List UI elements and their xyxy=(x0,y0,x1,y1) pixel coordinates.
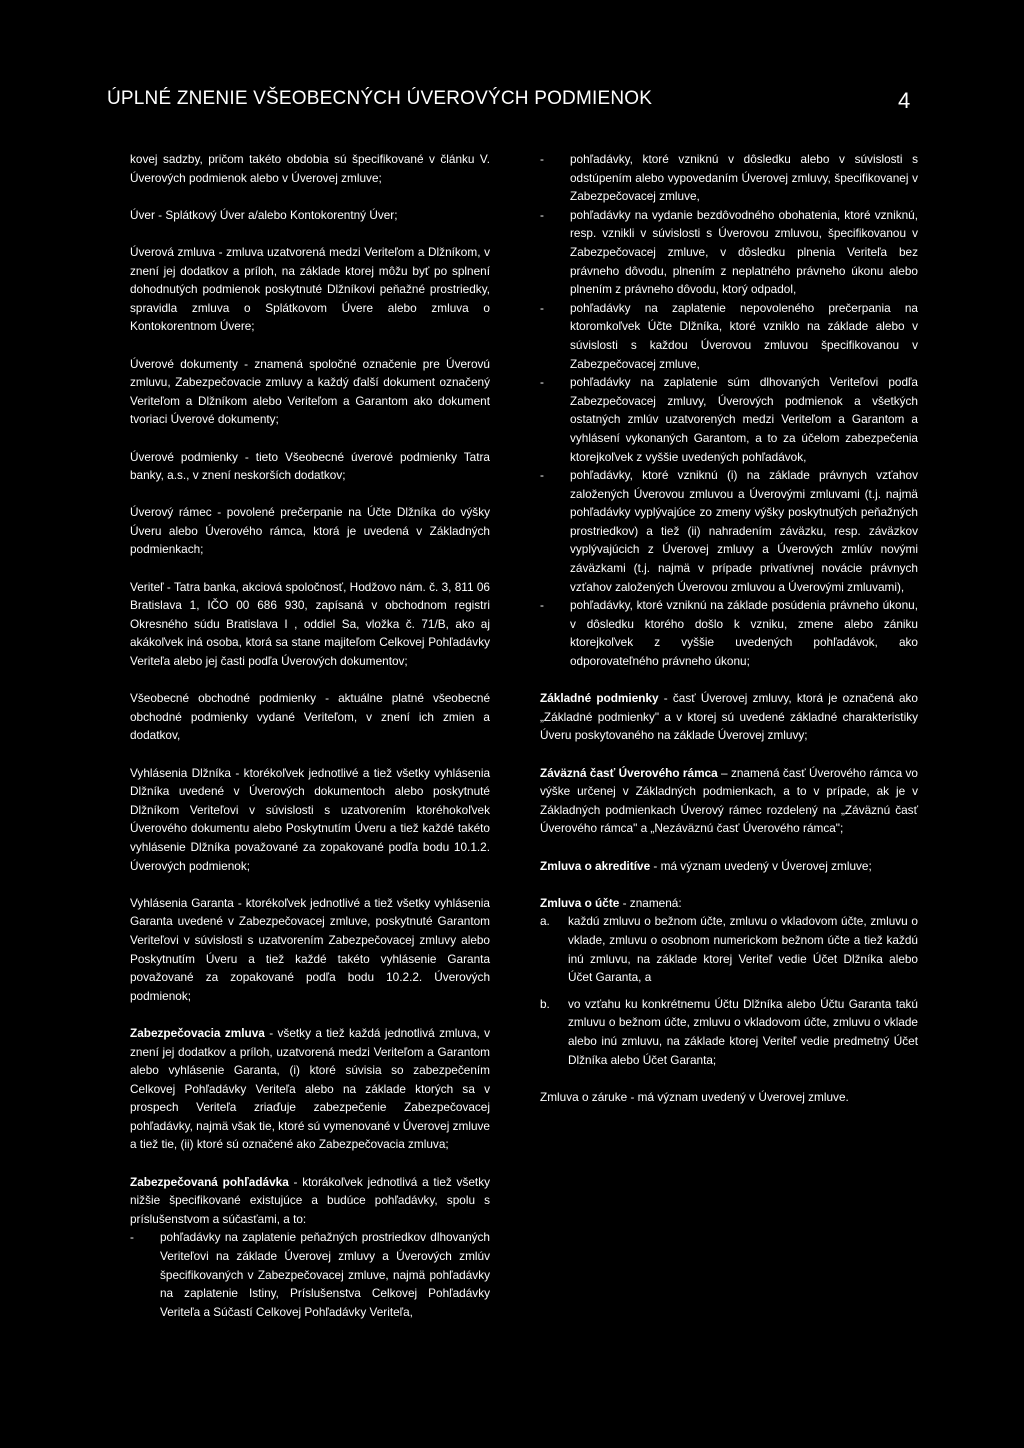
definition xyxy=(130,503,490,559)
definition-text: – znamená časť Úverového rámca vo výške určenej v Základných podmienkach, a to v prípade, ak je v Základných podmienkach Úverový rámec rozdelený na „Záväznú časť Úverového rámca" a „Nezáväznú časť Úverového rámca"; xyxy=(540,765,918,836)
definition-term: Veriteľ xyxy=(130,579,164,594)
list-item-text: pohľadávky na zaplatenie súm dlhovaných Veriteľovi podľa Zabezpečovacej zmluvy, Úverových podmienok a všetkých ostatných zmlúv uzatvorených medzi Veriteľom a Garantom a vyhlásení vykonaných Garantom, a to za účelom zabezpečenia ktorejkoľvek z vyššie uvedených pohľadávok, xyxy=(570,375,918,464)
list-item-text: pohľadávky na zaplatenie peňažných prostriedkov dlhovaných Veriteľovi na základe Úverovej zmluvy a Úverových zmlúv špecifikovaných v Zabezpečovacej zmluve, najmä pohľadávky na zaplatenie Istiny, Príslušenstva Celkovej Pohľadávky Veriteľa a Súčastí Celkovej Pohľadávky Veriteľa, xyxy=(160,1230,490,1319)
definition-term: Úverový rámec xyxy=(130,505,212,520)
document-title: ÚPLNÉ ZNENIE VŠEOBECNÝCH ÚVEROVÝCH PODMIENOK xyxy=(107,88,653,109)
dash-list xyxy=(540,150,918,671)
list-item: - pohľadávky na zaplatenie nepovoleného prečerpania na ktoromkoľvek Účte Dlžníka, ktoré vzniklo na základe alebo v súvislosti s každou Úverovou zmluvou špecifikovanou v Zabezpečovacej zmluve, xyxy=(540,300,918,371)
list-item-text: vo vzťahu ku konkrétnemu Účtu Dlžníka alebo Účtu Garanta takú zmluvu o bežnom účte, zmluvu o vkladovom účte, zmluvu o vklade alebo inú zmluvu, na základe ktorej Veriteľ vedie predmetný Účet Dlžníka alebo Účet Garanta; xyxy=(568,996,918,1067)
definition-text: - časť Úverovej zmluvy, ktorá je označená ako „Základné podmienky" a v ktorej sú uvedené základné charakteristiky Úveru poskytovaného na základe Úverovej zmluvy; xyxy=(540,691,918,743)
list-item: - pohľadávky na vydanie bezdôvodného obohatenia, ktoré vzniknú, resp. vznikli v súvislosti s Úverovou zmluvou, špecifikovanou v Zabezpečovacej zmluve, v dôsledku plnenia Veriteľa bez právneho dôvodu, plnením z neplatného právneho úkonu alebo plnením z právneho dôvodu, ktorý odpadol, xyxy=(540,207,918,297)
list-item: - pohľadávky, ktoré vzniknú (i) na základe právnych vzťahov založených Úverovou zmluvou a Úverovými zmluvami (t.j. najmä pohľadávky vyplývajúce zo zmeny výšky poskytnutých peňažných prostriedkov) a tiež (ii) nahradením záväzku, resp. záväzkov vyplývajúcich z Úverovej zmluvy a Úverových zmlúv novými záväzkami (t.j. najmä v prípade privatívnej novácie právnych vzťahov založených Úverovou zmluvou a Úverovými zmluvami), xyxy=(540,468,918,594)
paragraph xyxy=(130,206,490,225)
definition xyxy=(540,857,918,876)
list-item-text: pohľadávky na vydanie bezdôvodného obohatenia, ktoré vzniknú, resp. vznikli v súvislosti s Úverovou zmluvou, špecifikovanou v Zabezpečovacej zmluve, v dôsledku plnenia Veriteľa bez právneho dôvodu, plnením z neplatného právneho úkonu alebo plnením z právneho dôvodu, ktorý odpadol, xyxy=(570,207,918,297)
list-item: - pohľadávky, ktoré vzniknú v dôsledku alebo v súvislosti s odstúpením alebo vypovedaním Úverovej zmluvy, špecifikovanej v Zabezpečovacej zmluve, xyxy=(540,152,918,204)
definition-term: Úverová zmluva xyxy=(130,244,215,259)
definition-term: Vyhlásenia Dlžníka xyxy=(130,765,231,780)
definition-text: - aktuálne platné všeobecné obchodné podmienky vydané Veriteľom, v znení ich zmien a dodatkov, xyxy=(130,691,490,743)
definition xyxy=(130,355,490,429)
definition-term: Všeobecné obchodné podmienky xyxy=(130,691,317,706)
page-number: 4 xyxy=(898,88,911,113)
definition xyxy=(130,689,490,745)
definition xyxy=(130,448,490,485)
definition xyxy=(540,1088,918,1107)
definition-term: Zmluva o účte xyxy=(540,895,620,910)
list-item-text: každú zmluvu o bežnom účte, zmluvu o vkladovom účte, zmluvu o vklade, zmluvu o osobnom numerickom bežnom účte a tiež každú inú zmluvu, na základe ktorej Veriteľ vedie Účet Dlžníka alebo Účet Garanta, a xyxy=(568,914,918,985)
definition xyxy=(130,1024,490,1154)
definition xyxy=(130,764,490,876)
definition xyxy=(540,894,918,913)
definition-term: Záväzná časť Úverového rámca xyxy=(540,765,718,780)
paragraph-text: kovej sadzby, pričom takéto obdobia sú špecifikované v článku V. Úverových podmienok alebo v Úverovej zmluve; xyxy=(130,152,490,185)
list-item-text: pohľadávky, ktoré vzniknú na základe posúdenia právneho úkonu, v dôsledku ktorého došlo k vzniku, zmene alebo zániku ktorejkoľvek z vyššie uvedených pohľadávok, ako odporovateľného právneho úkonu; xyxy=(570,598,918,669)
definition-term: Zmluva o akreditíve xyxy=(540,858,651,873)
definition-text: - má význam uvedený v Úverovej zmluve. xyxy=(627,1089,849,1104)
definition-text: - povolené prečerpanie na Účte Dlžníka do výšky Úveru alebo Úverového rámca, ktorá je uvedená v Základných podmienkach; xyxy=(130,505,490,557)
definition-term: Zabezpečovaná pohľadávka xyxy=(130,1174,289,1189)
paragraph-text: Úver - Splátkový Úver a/alebo Kontokorentný Úver; xyxy=(130,207,398,222)
definition-term: Základné podmienky xyxy=(540,691,659,706)
definition-text: - ktorákoľvek jednotlivá a tiež všetky nižšie špecifikované existujúce a budúce pohľadávky, spolu s príslušenstvom a súčasťami, a to: xyxy=(130,1174,490,1226)
definition xyxy=(540,764,918,838)
definition-text: - tieto Všeobecné úverové podmienky Tatra banky, a.s., v znení neskorších dodatkov; xyxy=(130,449,490,483)
definition-text: - ktorékoľvek jednotlivé a tiež všetky vyhlásenia Garanta uvedené v Zabezpečovacej zmluve, poskytnuté Garantom Veriteľovi v súvislosti s uzatvorením Zabezpečovacej zmluvy alebo Poskytnutím Úveru a tiež každé takéto vyhlásenie Garanta považované za zopakované podľa bodu 10.2.2. Úverových podmienok; xyxy=(130,895,490,1003)
list-item: - pohľadávky na zaplatenie súm dlhovaných Veriteľovi podľa Zabezpečovacej zmluvy, Úverových podmienok a všetkých ostatných zmlúv uzatvorených medzi Veriteľom a Garantom a vyhlásení vykonaných Garantom, a to za účelom zabezpečenia ktorejkoľvek z vyššie uvedených pohľadávok, xyxy=(540,375,918,464)
definition-term: Vyhlásenia Garanta xyxy=(130,895,234,910)
definition-term: Úverové podmienky xyxy=(130,449,238,464)
paragraph xyxy=(130,150,490,187)
definition-text: - znamená spoločné označenie pre Úverovú zmluvu, Zabezpečovacie zmluvy a každý ďalší dokument označený Veriteľom a Dlžníkom alebo Veriteľom a Garantom ako dokument tvoriaci Úverové dokumenty; xyxy=(130,356,490,427)
definition xyxy=(130,578,490,671)
definition-text: - zmluva uzatvorená medzi Veriteľom a Dlžníkom, v znení jej dodatkov a príloh, na základe ktorej môžu byť po splnení dohodnutých podmienok poskytnuté Dlžníkovi peňažné prostriedky, spravidla zmluva o Splátkovom Úvere alebo zmluva o Kontokorentnom Úvere; xyxy=(130,244,491,334)
dash-list xyxy=(130,1228,490,1321)
list-item: - pohľadávky, ktoré vzniknú na základe posúdenia právneho úkonu, v dôsledku ktorého došlo k vzniku, zmene alebo zániku ktorejkoľvek z vyššie uvedených pohľadávok, ako odporovateľného právneho úkonu; xyxy=(540,598,918,669)
definition xyxy=(130,894,490,1006)
definition-text: - má význam uvedený v Úverovej zmluve; xyxy=(650,858,872,873)
definition-text: - všetky a tiež každá jednotlivá zmluva, v znení jej dodatkov a príloh, uzatvorená medzi Veriteľom a Garantom alebo vyhlásenie Garanta, (i) ktoré súvisia so zabezpečením Celkovej Pohľadávky Veriteľa alebo na základe ktorých sa v prospech Veriteľa zriaďuje zabezpečenie Zabezpečovacej pohľadávky, najmä však tie, ktoré sú vymenované v Úverovej zmluve a tiež tie, (ii) ktoré sú označené ako Zabezpečovacia zmluva; xyxy=(130,1025,490,1152)
alpha-list xyxy=(540,912,918,1069)
definition-term: Zabezpečovacia zmluva xyxy=(130,1025,265,1040)
definition xyxy=(540,689,918,745)
right-column xyxy=(540,150,918,1125)
definition-term: Úverové dokumenty xyxy=(130,356,238,371)
definition-text: - znamená: xyxy=(619,895,682,910)
definition xyxy=(130,243,490,336)
left-column xyxy=(130,150,490,1321)
list-item-text: pohľadávky, ktoré vzniknú v dôsledku alebo v súvislosti s odstúpením alebo vypovedaním Úverovej zmluvy, špecifikovanej v Zabezpečovacej zmluve, xyxy=(570,152,918,204)
list-item-marker: a. xyxy=(540,914,550,929)
list-item xyxy=(540,912,918,986)
list-item-text: pohľadávky, ktoré vzniknú (i) na základe právnych vzťahov založených Úverovou zmluvou a Úverovými zmluvami (t.j. najmä pohľadávky vyplývajúce zo zmeny výšky poskytnutých peňažných prostriedkov) a tiež (ii) nahradením záväzku, resp. záväzkov vyplývajúcich z Úverovej zmluvy a Úverových zmlúv novými záväzkami (t.j. najmä v prípade privatívnej novácie právnych vzťahov založených Úverovou zmluvou a Úverovými zmluvami), xyxy=(570,468,918,594)
definition xyxy=(130,1173,490,1229)
list-item: - pohľadávky na zaplatenie peňažných prostriedkov dlhovaných Veriteľovi na základe Úverovej zmluvy a Úverových zmlúv špecifikovaných v Zabezpečovacej zmluve, najmä pohľadávky na zaplatenie Istiny, Príslušenstva Celkovej Pohľadávky Veriteľa a Súčastí Celkovej Pohľadávky Veriteľa, xyxy=(130,1230,490,1319)
list-item-marker: b. xyxy=(540,996,550,1011)
definition-term: Zmluva o záruke xyxy=(540,1089,628,1104)
definition-text: - Tatra banka, akciová spoločnosť, Hodžovo nám. č. 3, 811 06 Bratislava 1, IČO 00 686 930, zapísaná v obchodnom registri Okresného súdu Bratislava I , oddiel Sa, vložka č. 71/B, ako aj akákoľvek iná osoba, ktorá sa stane majiteľom Celkovej Pohľadávky Veriteľa alebo jej časti podľa Úverových dokumentov; xyxy=(130,579,490,669)
definition-text: - ktorékoľvek jednotlivé a tiež všetky vyhlásenia Dlžníka uvedené v Úverových dokumentoch alebo poskytnuté Dlžníkom Veriteľovi v súvislosti s uzatvorením ktoréhokoľvek Úverového dokumentu alebo Poskytnutím Úveru a tiež každé takéto vyhlásenie Dlžníka považované za zopakované podľa bodu 10.1.2. Úverových podmienok; xyxy=(130,765,490,873)
list-item xyxy=(540,995,918,1069)
list-item-text: pohľadávky na zaplatenie nepovoleného prečerpania na ktoromkoľvek Účte Dlžníka, ktoré vzniklo na základe alebo v súvislosti s každou Úverovou zmluvou špecifikovanou v Zabezpečovacej zmluve, xyxy=(570,300,918,371)
